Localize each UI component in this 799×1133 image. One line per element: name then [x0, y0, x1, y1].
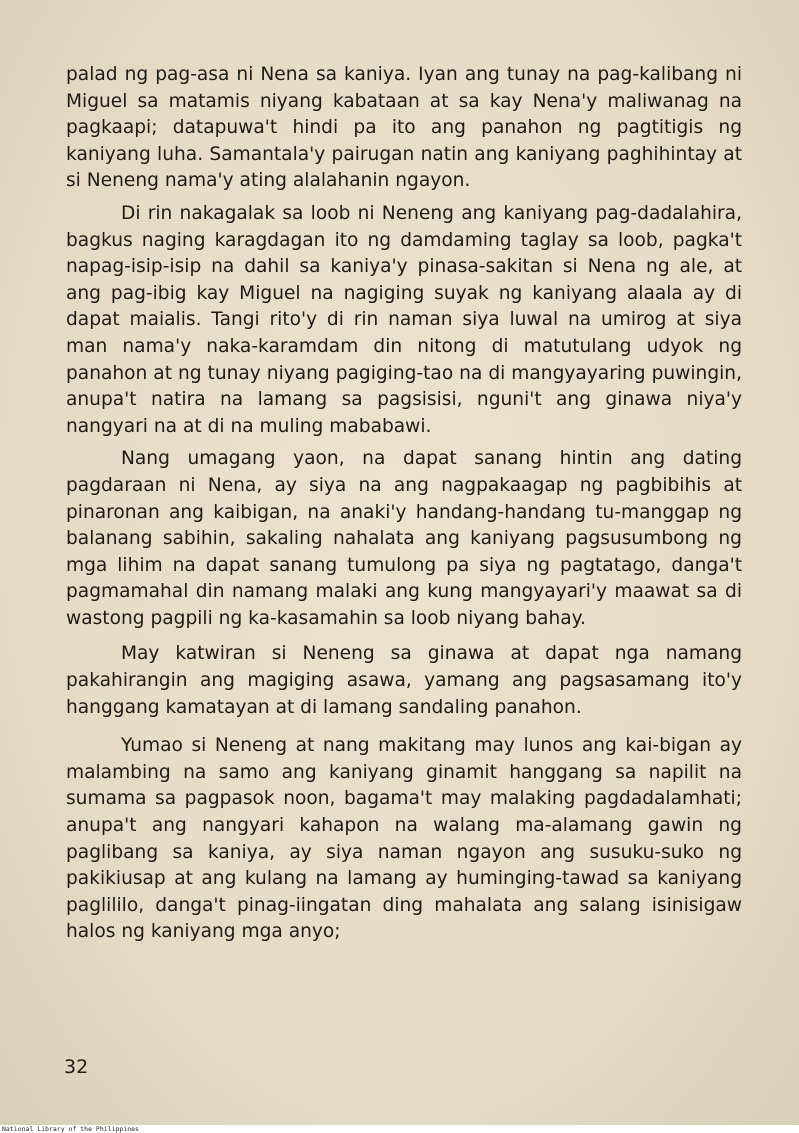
paragraph-2: Di rin nakagalak sa loob ni Neneng ang kaniyang pag-dadalahira, bagkus naging karagdagan ito ng damdaming taglay sa loob, pagka't napag-isip-isip na dahil sa kaniya'y pinasa-sakitan si Nena ng ale, at ang pag-ibig kay Miguel na nagiging suyak ng kaniyang alaala ay di dapat maialis. Tangi rito'y di rin naman siya luwal na umirog at siya man nama'y naka-karamdam din nitong di matutulang udyok ng panahon at ng tunay niyang pagiging-tao na di mangyayaring puwingin, anupa't natira na lamang sa pagsisisi, nguni't ang ginawa niya'y nangyari na at di na muling mababawi. — [66, 202, 742, 437]
page-number: 32 — [64, 1056, 89, 1078]
paragraph-4: May katwiran si Neneng sa ginawa at dapat nga namang pakahirangin ang magiging asawa, yamang ang pagsasamang ito'y hanggang kamatayan at di lamang sandaling panahon. — [66, 643, 742, 718]
body-text — [66, 62, 742, 946]
paragraph-3: Nang umagang yaon, na dapat sanang hintin ang dating pagdaraan ni Nena, ay siya na ang nagpakaagap ng pagbibihis at pinaronan ang kaibigan, na anaki'y handang-handang tu-manggap ng balanang sabihin, sakaling nahalata ang kaniyang pagsusumbong ng mga lihim na dapat sanang tumulong pa siya ng pagtatago, danga't pagmamahal din namang malaki ang kung mangyayari'y maawat sa di wastong pagpili ng ka-kasamahin sa loob niyang bahay. — [66, 448, 742, 629]
footer-credit: National Library of the Philippines — [2, 1125, 139, 1133]
paragraph-5: Yumao si Neneng at nang makitang may lunos ang kai-bigan ay malambing na samo ang kaniyang ginamit hanggang sa napilit na sumama sa pagpasok noon, bagama't may malaking pagdadalamhati; anupa't ang nangyari kahapon na walang ma-alamang gawin ng paglibang sa kaniya, ay siya naman ngayon ang susuku-suko ng pakikiusap at ang kulang na lamang ay huminging-tawad sa kaniyang paglililo, danga't pinag-iingatan ding mahalata ang salang isinisigaw halos ng kaniyang mga anyo; — [66, 735, 742, 943]
paragraph-1: palad ng pag-asa ni Nena sa kaniya. Iyan ang tunay na pag-kalibang ni Miguel sa matamis niyang kabataan at sa kay Nena'y maliwanag na pagkaapi; datapuwa't hindi pa ito ang panahon ng pagtitigis ng kaniyang luha. Samantala'y pairugan natin ang kaniyang paghihintay at si Neneng nama'y ating alalahanin ngayon. — [66, 64, 742, 192]
